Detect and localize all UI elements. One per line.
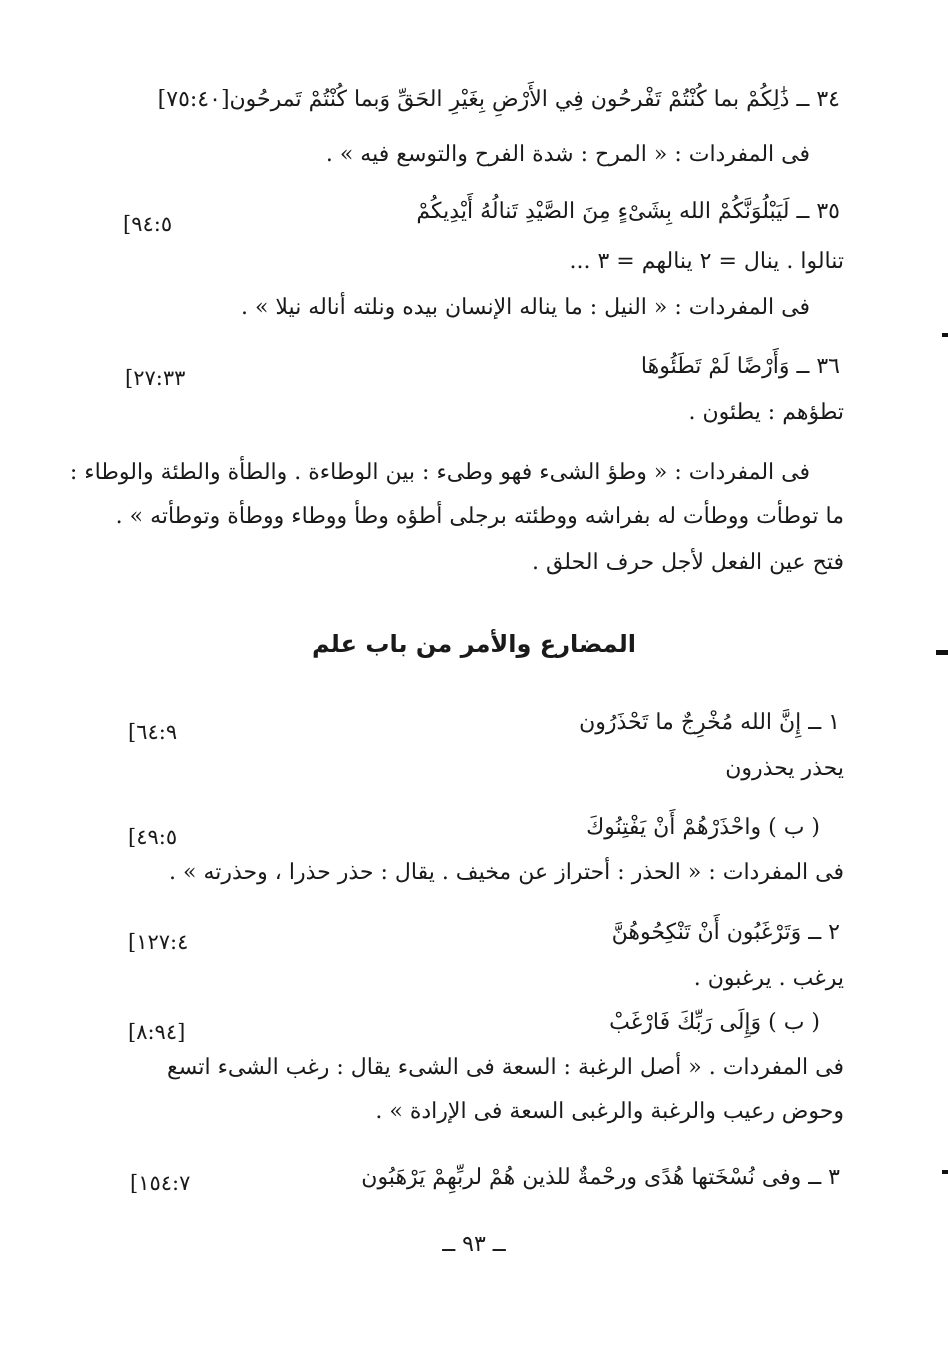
reference-s3: [١٥٤:٧ <box>130 1171 191 1195</box>
mufradat-35: فى المفردات : « النيل : ما يناله الإنسان بيده ونلته أناله نيلا » . <box>240 295 810 320</box>
mufradat-s2b-line-2: وحوض رعيب والرغبة والرغبى السعة فى الإرادة » . <box>375 1099 844 1124</box>
mufradat-36-line-2: ما توطأت ووطأت له بفراشه ووطئته برجلى أطؤه وطأ ووطاء ووطأة وتوطأته » . <box>115 504 844 529</box>
note-36: تطؤهم : يطئون . <box>688 400 844 425</box>
scan-edge-mark <box>942 1170 948 1174</box>
scan-edge-mark <box>942 333 948 337</box>
note-s2: يرغب . يرغبون . <box>693 966 844 991</box>
mufradat-34: فى المفردات : « المرح : شدة الفرح والتوسع فيه » . <box>325 142 810 167</box>
reference-s2: [١٢٧:٤ <box>128 930 189 954</box>
mufradat-36-line-1: فى المفردات : « وطؤ الشىء فهو وطىء : بين الوطاءة . والطأة والطئة والوطاء : <box>69 460 810 485</box>
mufradat-36-line-3: فتح عين الفعل لأجل حرف الحلق . <box>531 550 844 575</box>
reference-35: [٩٤:٥ <box>123 212 173 236</box>
verse-s2: ٢ ــ وَتَرْغَبُون أَنْ تَنْكِحُوهُنَّ <box>611 920 840 945</box>
verse-s1: ١ ــ إِنَّ الله مُخْرِجٌ ما تَحْذَرُون <box>579 710 840 735</box>
verse-s1b: ( ب ) واحْذَرْهُمْ أَنْ يَفْتِنُوكَ <box>586 815 820 840</box>
mufradat-s1b: فى المفردات : « الحذر : أحتراز عن مخيف . يقال : حذر حذرا ، وحذرته » . <box>169 860 844 885</box>
mufradat-s2b-line-1: فى المفردات . « أصل الرغبة : السعة فى الشىء يقال : رغب الشىء اتسع <box>167 1055 844 1080</box>
verse-35: ٣٥ ــ لَيَبْلُوَنَّكُمْ الله بِشَىْءٍ مِنَ الصَّيْدِ تَنالُهُ أَيْدِيكُمْ <box>416 199 840 224</box>
reference-36: [٢٧:٣٣ <box>125 366 186 390</box>
reference-s1: [٦٤:٩ <box>128 720 178 744</box>
note-35: تنالوا . ينال = ٢ ينالهم = ٣ ... <box>569 249 844 274</box>
page-number: ــ ٩٣ ــ <box>442 1232 506 1257</box>
reference-s1b: [٤٩:٥ <box>128 825 178 849</box>
verse-s3: ٣ ــ وفى نُسْخَتها هُدًى ورحْمةٌ للذين هُمْ لربِّهِمْ يَرْهَبُون <box>361 1165 840 1190</box>
verse-36: ٣٦ ــ وَأَرْضًا لَمْ تَطَئُوهَا <box>640 354 840 379</box>
section-heading: المضارع والأمر من باب علم <box>311 630 637 658</box>
scan-edge-mark <box>936 650 948 655</box>
verse-s2b: ( ب ) وَإِلَى رَبِّكَ فَارْغَبْ <box>609 1010 820 1035</box>
reference-s2b: [٨:٩٤] <box>128 1020 186 1044</box>
note-s1: يحذر يحذرون <box>725 756 844 781</box>
verse-34: ٣٤ ــ ذَٰلِكُمْ بما كُنْتُمْ تَفْرحُون فِي الأَرْضِ بِغَيْرِ الحَقِّ وَبما كُنْتُمْ تَمرحُون[٧٥:٤٠] <box>157 87 840 112</box>
